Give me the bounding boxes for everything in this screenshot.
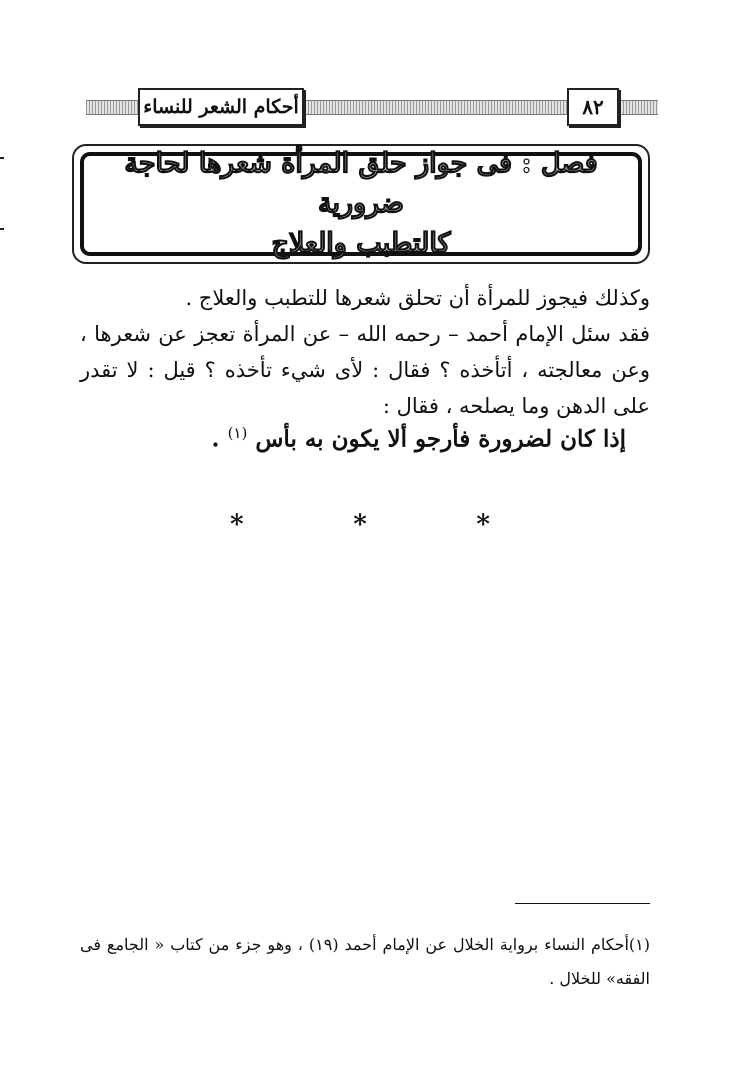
ornament-star-icon: *	[476, 510, 490, 540]
scan-edge-mark	[0, 157, 4, 159]
ornament-star-icon: *	[230, 510, 244, 540]
section-ornament	[230, 510, 490, 540]
ornament-star-icon: *	[353, 510, 367, 540]
footnote-1: (١)أحكام النساء برواية الخلال عن الإمام أحمد (١٩) ، وهو جزء من كتاب « الجامع فى الفقه» للخلال .	[80, 935, 650, 988]
chapter-title	[100, 148, 622, 259]
quote-end: .	[211, 425, 228, 453]
page-number: ٨٢	[567, 88, 619, 126]
chapter-title-line-2: كالتطبب والعلاج	[271, 228, 451, 259]
scan-edge-mark	[0, 228, 4, 230]
imam-ahmad-quote	[80, 424, 626, 453]
chapter-title-line-1: فصل : فى جواز حلق المرأة شعرها لحاجة ضرورية	[124, 148, 598, 219]
paragraph-2: فقد سئل الإمام أحمد – رحمه الله – عن المرأة تعجز عن شعرها ، وعن معالجته ، أتأخذه ؟ فقال : لأى شيء تأخذه ؟ قيل : لا تقدر على الدهن وما يصلحه ، فقال :	[80, 322, 650, 418]
footnote-reference: (١)	[227, 424, 248, 442]
paragraph-1: وكذلك فيجوز للمرأة أن تحلق شعرها للتطبب والعلاج .	[185, 286, 650, 310]
quote-text: إذا كان لضرورة فأرجو ألا يكون به بأس	[255, 425, 626, 453]
running-title: أحكام الشعر للنساء	[138, 88, 304, 126]
footnote-rule	[515, 903, 650, 904]
